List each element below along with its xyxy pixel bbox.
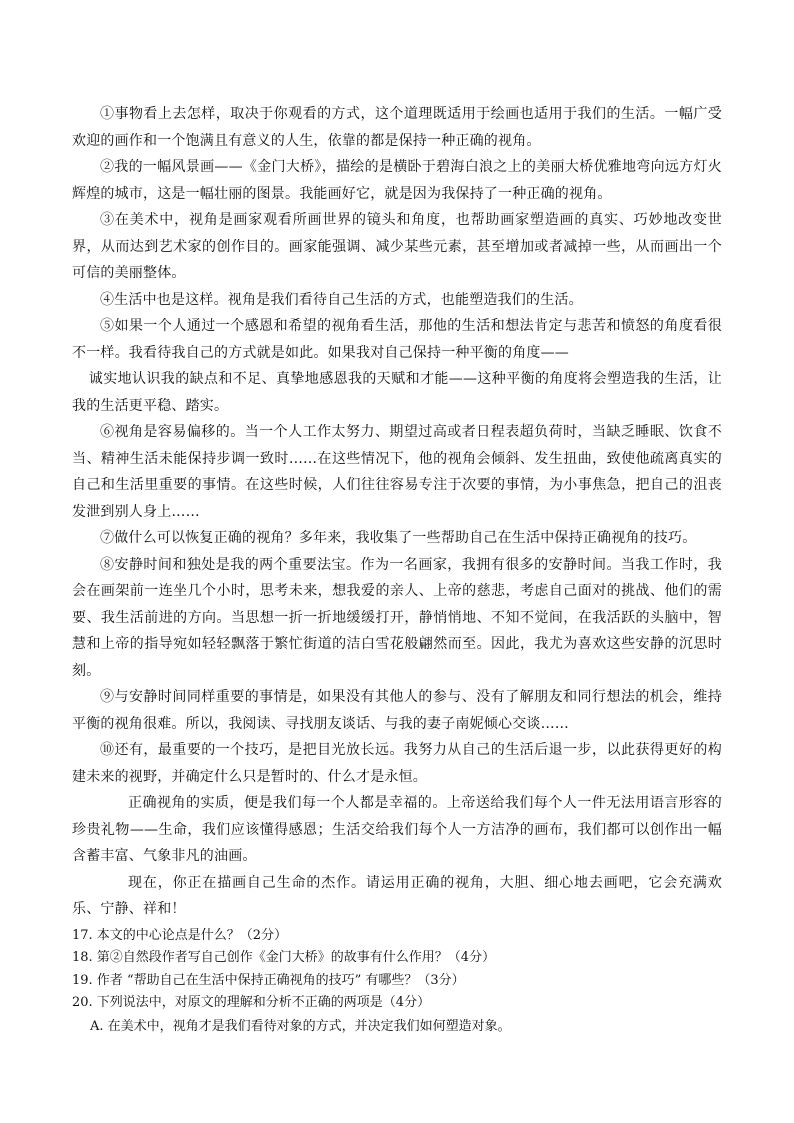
question-17: 17. 本文的中心论点是什么？（2分）	[72, 927, 288, 943]
paragraph-12: 现在，你正在描画自己生命的杰作。请运用正确的视角，大胆、细心地去画吧，它会充满欢乐、宁静、祥和！	[72, 874, 722, 917]
paragraph-10: ⑩还有，最重要的一个技巧，是把目光放长远。我努力从自己的生活后退一步，以此获得更好的构建未来的视野，并确定什么只是暂时的、什么才是永恒。	[72, 742, 722, 785]
question-18: 18. 第②自然段作者写自己创作《金门大桥》的故事有什么作用？（4分）	[72, 950, 496, 965]
article-body	[72, 101, 722, 1039]
paragraph-5-continued: 诚实地认识我的缺点和不足、真挚地感恩我的天赋和才能——这种平衡的角度将会塑造我的生活，让我的生活更平稳、踏实。	[72, 371, 722, 414]
paragraph-3: ③在美术中，视角是画家观看所画世界的镜头和角度，也帮助画家塑造画的真实、巧妙地改变世界，从而达到艺术家的创作目的。画家能强调、减少某些元素，甚至增加或者减掉一些，从而画出一个可信的美丽整体。	[72, 212, 722, 281]
paragraph-9: ⑨与安静时间同样重要的事情是，如果没有其他人的参与、没有了解朋友和同行想法的机会，维持平衡的视角很难。所以，我阅读、寻找朋友谈话、与我的妻子南妮倾心交谈……	[72, 689, 722, 732]
paragraph-7: ⑦做什么可以恢复正确的视角？多年来，我收集了一些帮助自己在生活中保持正确视角的技巧。	[100, 530, 697, 546]
question-20-option-a: A. 在美术中，视角才是我们看待对象的方式，并决定我们如何塑造对象。	[90, 1018, 511, 1034]
question-19: 19. 作者 “帮助自己在生活中保持正确视角的技巧” 有哪些？（3分）	[72, 972, 465, 988]
paragraph-4: ④生活中也是这样。视角是我们看待自己生活的方式，也能塑造我们的生活。	[100, 291, 583, 308]
question-20: 20. 下列说法中，对原文的理解和分析不正确的两项是（4分）	[72, 995, 431, 1010]
paragraph-2: ②我的一幅风景画——《金门大桥》，描绘的是横卧于碧海白浪之上的美丽大桥优雅地弯向远方灯火辉煌的城市，这是一幅壮丽的图景。我能画好它，就是因为我保持了一种正确的视角。	[72, 159, 722, 202]
paragraph-5: ⑤如果一个人通过一个感恩和希望的视角看生活，那他的生活和想法肯定与悲苦和愤怒的角度看很不一样。我看待我自己的方式就是如此。如果我对自己保持一种平衡的角度——	[72, 318, 722, 361]
question-section	[72, 925, 722, 1039]
paragraph-6: ⑥视角是容易偏移的。当一个人工作太努力、期望过高或者日程表超负荷时，当缺乏睡眠、饮食不当、精神生活未能保持步调一致时……在这些情况下，他的视角会倾斜、发生扭曲，致使他疏离真实的自己和生活里重要的事情。在这些时候，人们往往容易专注于次要的事情，为小事焦急，把自己的沮丧发泄到别人身上……	[72, 424, 722, 520]
paragraph-1: ①事物看上去怎样，取决于你观看的方式，这个道理既适用于绘画也适用于我们的生活。一幅广受欢迎的画作和一个饱满且有意义的人生，依靠的都是保持一种正确的视角。	[72, 106, 722, 149]
paragraph-8: ⑧安静时间和独处是我的两个重要法宝。作为一名画家，我拥有很多的安静时间。当我工作时，我会在画架前一连坐几个小时，思考未来，想我爱的亲人、上帝的慈悲，考虑自己面对的挑战、他们的需要、我生活前进的方向。当思想一折一折地缓缓打开，静悄悄地、不知不觉间，在我活跃的头脑中，智慧和上帝的指导宛如轻轻飘落于繁忙街道的洁白雪花般翩然而至。因此，我尤为喜欢这些安静的沉思时刻。	[72, 556, 722, 679]
paragraph-11: 正确视角的实质，便是我们每一个人都是幸福的。上帝送给我们每个人一件无法用语言形容的珍贵礼物——生命，我们应该懂得感恩；生活交给我们每个人一方洁净的画布，我们都可以创作出一幅含蓄丰富、气象非凡的油画。	[72, 795, 722, 864]
